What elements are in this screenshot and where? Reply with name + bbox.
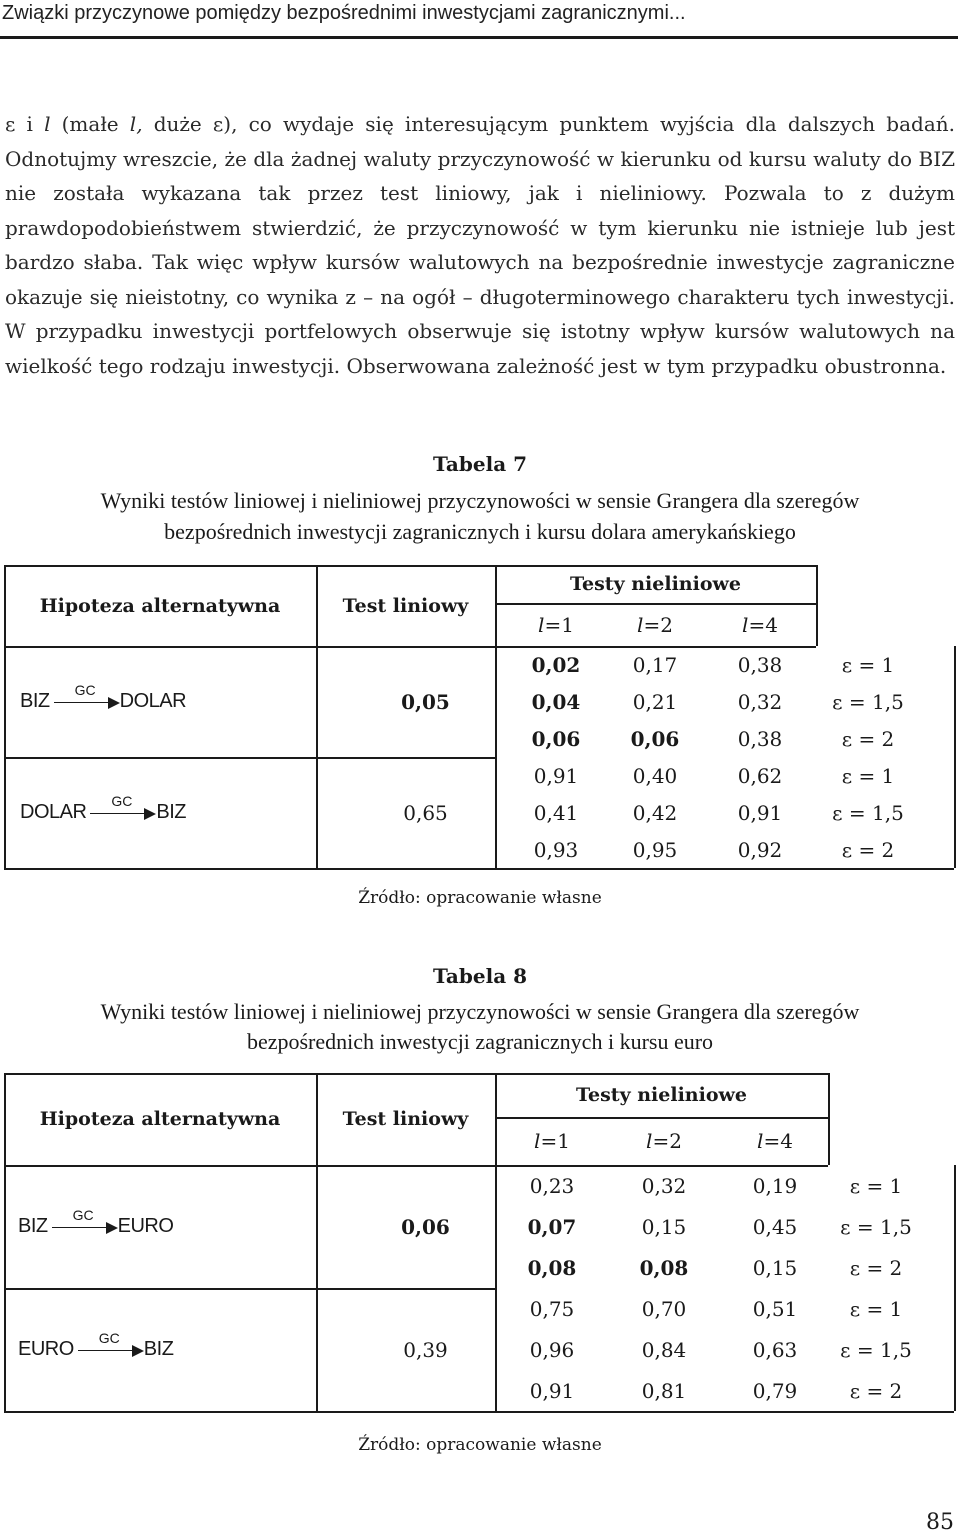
linear-col-rule bbox=[316, 565, 318, 868]
lag-symbol: l bbox=[534, 1129, 541, 1153]
header-nonlinear-tests: Testy nieliniowe bbox=[576, 1084, 747, 1106]
gc-arrow-line bbox=[90, 813, 146, 815]
linear-test-value: 0,65 bbox=[403, 800, 448, 825]
hypothesis-to: EURO bbox=[117, 1214, 174, 1237]
cell-epsilon: ε = 2 bbox=[849, 1255, 903, 1280]
gc-arrow-line bbox=[78, 1350, 134, 1352]
cell-l1: 0,07 bbox=[527, 1214, 577, 1239]
header-lag-l1 bbox=[534, 1129, 570, 1153]
hypothesis-to: DOLAR bbox=[119, 689, 187, 712]
hypothesis-from: EURO bbox=[18, 1337, 74, 1360]
header-bottom-rule bbox=[4, 1165, 828, 1167]
hypothesis-from: BIZ bbox=[18, 1214, 48, 1237]
cell-l2: 0,42 bbox=[632, 800, 678, 825]
cell-l2: 0,40 bbox=[632, 763, 678, 788]
page-number: 85 bbox=[926, 1510, 954, 1535]
header-bottom-rule bbox=[4, 646, 816, 648]
cell-l4: 0,51 bbox=[752, 1296, 798, 1321]
cell-epsilon: ε = 1,5 bbox=[840, 1214, 912, 1239]
gc-label: GC bbox=[74, 681, 96, 698]
cell-l4: 0,38 bbox=[737, 726, 783, 751]
header-linear-test: Test liniowy bbox=[342, 594, 469, 617]
cell-l4: 0,91 bbox=[737, 800, 783, 825]
body-fragment: (małe bbox=[50, 112, 130, 136]
lag-value: =4 bbox=[763, 1129, 793, 1153]
cell-epsilon: ε = 2 bbox=[849, 1378, 903, 1403]
cell-epsilon: ε = 1 bbox=[841, 652, 895, 677]
body-fragment: i bbox=[15, 112, 45, 136]
table-8-source: Źródło: opracowanie własne bbox=[358, 1435, 602, 1455]
cell-l1: 0,91 bbox=[529, 1378, 575, 1403]
cell-l2: 0,17 bbox=[632, 652, 678, 677]
gc-arrow-line bbox=[54, 702, 110, 704]
gc-arrow-head-icon bbox=[108, 697, 120, 709]
body-fragment: duże ε), co wydaje się interesującym punktem wyjścia dla dalszych badań. Odnotujmy wreszcie, że dla żadnej waluty przyczynowość w kierunku od kursu waluty do BIZ nie została wykazana tak przez test liniowy, jak i nieliniowy. Pozwala to z dużym prawdopodobieństwem stwierdzić, że przyczynowość w tym kierunku nie istnieje lub jest bardzo słaba. Tak więc wpływ kursów walutowych na bezpośrednie inwestycje zagraniczne okazuje się nieistotny, co wynika z – na ogół – długoterminowego charakteru tych inwestycji. W przypadku inwestycji portfelowych obserwuje się istotny wpływ kursów walutowych na wielkość tego rodzaju inwestycji. Obserwowana zależność jest w tym przypadku obustronna. bbox=[5, 112, 955, 378]
cell-l2: 0,15 bbox=[641, 1214, 687, 1239]
lag-value: =4 bbox=[748, 612, 778, 637]
header-lag-l1 bbox=[538, 613, 574, 637]
cell-l1: 0,04 bbox=[531, 689, 581, 714]
running-title: Związki przyczynowe pomiędzy bezpośrednimi inwestycjami zagranicznymi... bbox=[2, 2, 686, 24]
lag-symbol: l bbox=[757, 1129, 764, 1153]
cell-epsilon: ε = 1 bbox=[849, 1296, 903, 1321]
header-hypothesis: Hipoteza alternatywna bbox=[39, 594, 281, 617]
cell-epsilon: ε = 1 bbox=[841, 763, 895, 788]
nonlinear-col-rule bbox=[495, 565, 497, 868]
table-7-title: Tabela 7 bbox=[432, 452, 528, 476]
table-7-caption-line1: Wyniki testów liniowej i nieliniowej przyczynowości w sensie Grangera dla szeregów bbox=[100, 488, 860, 513]
gc-arrow-head-icon bbox=[144, 808, 156, 820]
cell-epsilon: ε = 1 bbox=[849, 1173, 903, 1198]
cell-l2: 0,84 bbox=[641, 1337, 687, 1362]
l-symbol: l bbox=[44, 112, 51, 136]
cell-l2: 0,06 bbox=[630, 726, 680, 751]
gc-label: GC bbox=[98, 1329, 120, 1346]
gc-arrow-head-icon bbox=[106, 1222, 118, 1234]
group-divider-rule bbox=[4, 1288, 496, 1290]
cell-l1: 0,93 bbox=[533, 837, 579, 862]
table-7-source: Źródło: opracowanie własne bbox=[358, 888, 602, 908]
cell-l2: 0,70 bbox=[641, 1296, 687, 1321]
cell-epsilon: ε = 1,5 bbox=[840, 1337, 912, 1362]
table-8-title: Tabela 8 bbox=[432, 964, 528, 988]
gc-label: GC bbox=[72, 1206, 94, 1223]
lag-value: =2 bbox=[652, 1129, 682, 1153]
cell-l4: 0,19 bbox=[752, 1173, 798, 1198]
header-lag-l4 bbox=[742, 613, 778, 637]
table-right-rule bbox=[954, 646, 956, 868]
header-lag-l4 bbox=[757, 1129, 793, 1153]
l-symbol: l, bbox=[129, 112, 143, 136]
cell-l1: 0,06 bbox=[531, 726, 581, 751]
cell-l4: 0,63 bbox=[752, 1337, 798, 1362]
linear-test-value: 0,06 bbox=[401, 1214, 450, 1239]
linear-test-value: 0,39 bbox=[403, 1337, 448, 1362]
lag-value: =2 bbox=[643, 612, 673, 637]
header-nonlinear-tests: Testy nieliniowe bbox=[570, 573, 741, 595]
gc-arrow-line bbox=[52, 1227, 108, 1229]
cell-l1: 0,08 bbox=[527, 1255, 577, 1280]
cell-epsilon: ε = 1,5 bbox=[832, 800, 904, 825]
cell-epsilon: ε = 1,5 bbox=[832, 689, 904, 714]
table-right-rule bbox=[954, 1165, 956, 1411]
nonlinear-sub-rule bbox=[495, 1117, 828, 1119]
linear-col-rule bbox=[316, 1073, 318, 1411]
table-top-rule bbox=[4, 1073, 828, 1075]
nonlinear-right-rule bbox=[816, 565, 818, 646]
table-7-caption-line2: bezpośrednich inwestycji zagranicznych i kursu dolara amerykańskiego bbox=[164, 519, 796, 544]
gc-arrow-head-icon bbox=[132, 1345, 144, 1357]
table-8-caption-line2: bezpośrednich inwestycji zagranicznych i kursu euro bbox=[246, 1029, 714, 1054]
cell-l2: 0,32 bbox=[641, 1173, 687, 1198]
hypothesis-from: DOLAR bbox=[20, 800, 87, 823]
cell-l1: 0,02 bbox=[531, 652, 581, 677]
cell-l2: 0,08 bbox=[639, 1255, 689, 1280]
hypothesis-from: BIZ bbox=[20, 689, 50, 712]
hypothesis-to: BIZ bbox=[156, 800, 187, 823]
nonlinear-sub-rule bbox=[495, 603, 816, 605]
cell-l1: 0,96 bbox=[529, 1337, 575, 1362]
header-hypothesis: Hipoteza alternatywna bbox=[39, 1108, 281, 1130]
cell-l4: 0,79 bbox=[752, 1378, 798, 1403]
lag-symbol: l bbox=[637, 612, 644, 637]
cell-l4: 0,62 bbox=[737, 763, 783, 788]
table-left-rule bbox=[4, 565, 6, 868]
lag-symbol: l bbox=[742, 612, 749, 637]
group-divider-rule bbox=[4, 757, 496, 759]
table-bottom-rule bbox=[4, 1411, 954, 1413]
cell-epsilon: ε = 2 bbox=[841, 837, 895, 862]
cell-l1: 0,75 bbox=[529, 1296, 575, 1321]
table-bottom-rule bbox=[4, 868, 954, 870]
table-top-rule bbox=[4, 565, 816, 567]
body-paragraph bbox=[5, 107, 955, 383]
cell-l2: 0,21 bbox=[632, 689, 678, 714]
cell-l4: 0,45 bbox=[752, 1214, 798, 1239]
lag-symbol: l bbox=[646, 1129, 653, 1153]
hypothesis-to: BIZ bbox=[143, 1337, 174, 1360]
lag-value: =1 bbox=[540, 1129, 570, 1153]
cell-l4: 0,38 bbox=[737, 652, 783, 677]
lag-value: =1 bbox=[544, 612, 574, 637]
linear-test-value: 0,05 bbox=[401, 689, 450, 714]
header-rule bbox=[0, 36, 958, 39]
cell-l2: 0,95 bbox=[632, 837, 678, 862]
cell-l1: 0,23 bbox=[529, 1173, 575, 1198]
lag-symbol: l bbox=[538, 612, 545, 637]
table-8-caption-line1: Wyniki testów liniowej i nieliniowej przyczynowości w sensie Grangera dla szeregów bbox=[100, 999, 860, 1024]
header-lag-l2 bbox=[646, 1129, 682, 1153]
epsilon-symbol: ε bbox=[5, 112, 16, 136]
gc-label: GC bbox=[111, 792, 133, 809]
cell-l1: 0,41 bbox=[533, 800, 579, 825]
cell-l4: 0,32 bbox=[737, 689, 783, 714]
nonlinear-col-rule bbox=[495, 1073, 497, 1411]
cell-epsilon: ε = 2 bbox=[841, 726, 895, 751]
cell-l2: 0,81 bbox=[641, 1378, 687, 1403]
table-left-rule bbox=[4, 1073, 6, 1411]
cell-l4: 0,15 bbox=[752, 1255, 798, 1280]
cell-l1: 0,91 bbox=[533, 763, 579, 788]
cell-l4: 0,92 bbox=[737, 837, 783, 862]
nonlinear-right-rule bbox=[828, 1073, 830, 1165]
header-linear-test: Test liniowy bbox=[342, 1108, 469, 1130]
header-lag-l2 bbox=[637, 613, 673, 637]
